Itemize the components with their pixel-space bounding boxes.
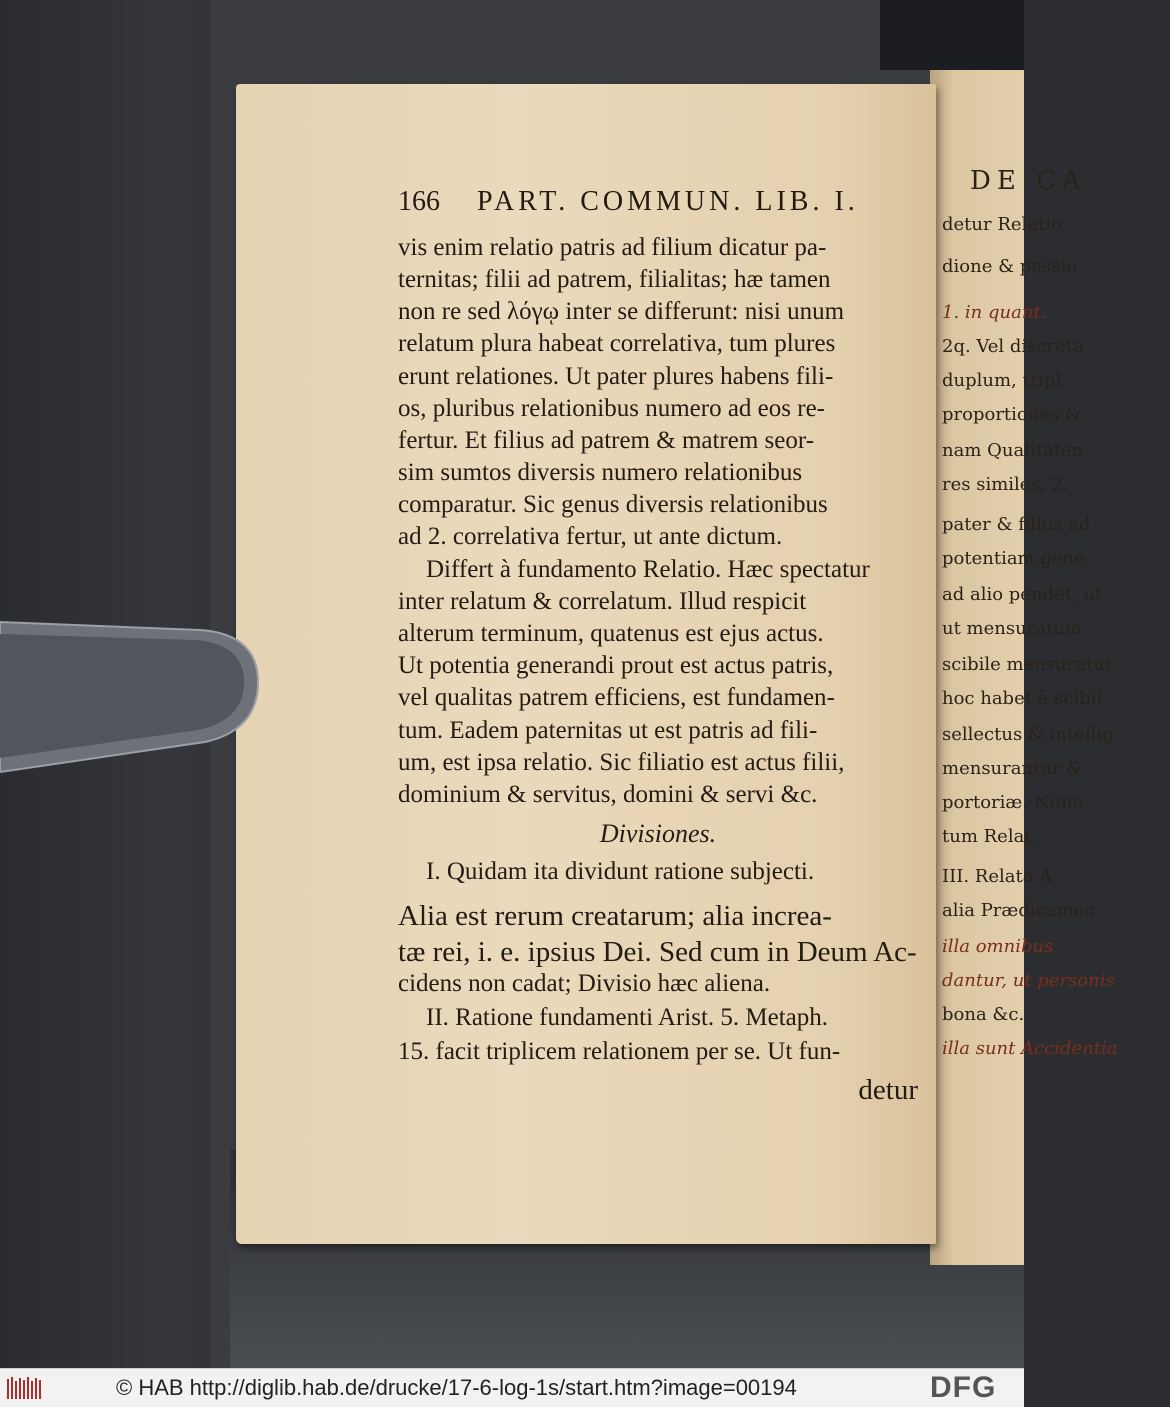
facing-page-line: ut mensuratum <box>942 618 1082 639</box>
section-heading: Divisiones. <box>599 819 717 848</box>
text-line: Ut potentia generandi prout est actus patris, <box>398 652 834 679</box>
dfg-logo: DFG <box>930 1371 997 1404</box>
facing-page-line: bona &c. <box>942 1004 1025 1025</box>
facing-page-line: portoriæ. Nunc <box>942 792 1083 813</box>
facing-page-line: hoc habet à scibil <box>942 688 1103 709</box>
facing-page-line: mensurantur & <box>942 758 1083 779</box>
text-line: ternitas; filii ad patrem, filialitas; hæ tamen <box>398 266 831 293</box>
facing-page-line: dantur, ut personis <box>942 970 1115 991</box>
book-clamp <box>0 612 262 772</box>
running-title: PART. COMMUN. LIB. I. <box>477 186 859 217</box>
text-line: ad 2. correlativa fertur, ut ante dictum. <box>398 523 783 550</box>
text-line: erunt relationes. Ut pater plures habens fili- <box>398 363 834 390</box>
footer-credit-link[interactable]: © HAB http://diglib.hab.de/drucke/17-6-log-1s/start.htm?image=00194 <box>116 1375 797 1400</box>
facing-page-line: sellectus & intellig <box>942 724 1114 745</box>
text-line: sim sumtos diversis numero relationibus <box>398 459 803 486</box>
text-line: um, est ipsa relatio. Sic filiatio est actus filii, <box>398 749 845 776</box>
text-line: tum. Eadem paternitas ut est patris ad fili- <box>398 717 818 744</box>
text-line: vel qualitas patrem efficiens, est fundamen- <box>398 684 835 711</box>
facing-page-line: 2q. Vel discreta <box>942 336 1084 357</box>
text-line: non re sed λόγῳ inter se differunt: nisi unum <box>398 298 845 325</box>
facing-page-line: res similes, 2. <box>942 474 1069 495</box>
text-line: dominium & servitus, domini & servi &c. <box>398 781 818 808</box>
facing-page-line: ad alio pendet, ut <box>942 584 1103 605</box>
text-line: fertur. Et filius ad patrem & matrem seor- <box>398 427 815 454</box>
facing-page-line: illa sunt Accidentia <box>942 1038 1118 1059</box>
facing-page-line: alia Prædicamen <box>942 900 1096 921</box>
text-line: alterum terminum, quatenus est ejus actus. <box>398 620 824 647</box>
facing-page-line: potentiam gene <box>942 548 1085 569</box>
text-line: os, pluribus relationibus numero ad eos re- <box>398 395 825 422</box>
text-line: comparatur. Sic genus diversis relationibus <box>398 491 828 518</box>
division-line: cidens non cadat; Divisio hæc aliena. <box>398 970 771 997</box>
facing-page-line: pater & filius ad <box>942 514 1091 535</box>
footer-bar <box>0 1368 1024 1407</box>
facing-page-line: duplum, tripl <box>942 370 1062 391</box>
scan-background-top <box>880 0 1024 70</box>
facing-page-line: illa omnibus <box>942 936 1054 957</box>
running-header <box>398 186 918 226</box>
facing-page-line: detur Relatio <box>942 214 1062 235</box>
facing-page-line: tum Relat. <box>942 826 1038 847</box>
division-line: Alia est rerum creatarum; alia increa- <box>398 900 832 932</box>
facing-page-line: 1. in quant. <box>942 302 1047 323</box>
facing-page-line: DE CA <box>970 166 1087 196</box>
division-line: II. Ratione fundamenti Arist. 5. Metaph. <box>426 1004 829 1031</box>
text-line: relatum plura habeat correlativa, tum plures <box>398 330 836 357</box>
page-number: 166 <box>398 186 440 217</box>
division-line: 15. facit triplicem relationem per se. Ut fun- <box>398 1038 841 1065</box>
division-line: tæ rei, i. e. ipsius Dei. Sed cum in Deum Ac- <box>398 936 917 968</box>
division-line: I. Quidam ita dividunt ratione subjecti. <box>426 858 815 885</box>
facing-page-line: nam Qualitaten <box>942 440 1084 461</box>
hab-logo-icon <box>6 1375 44 1401</box>
facing-page-line: dione & passio <box>942 256 1078 277</box>
text-line: inter relatum & correlatum. Illud respicit <box>398 588 807 615</box>
catchword: detur <box>858 1074 918 1106</box>
facing-page-line: scibile mensuratur <box>942 654 1114 675</box>
facing-page-line: proportiones & <box>942 404 1081 425</box>
text-line: vis enim relatio patris ad filium dicatur pa- <box>398 234 827 261</box>
text-line: Differt à fundamento Relatio. Hæc spectatur <box>426 556 870 583</box>
facing-page-line: III. Relata A <box>942 866 1053 887</box>
facing-page <box>930 70 1118 1265</box>
